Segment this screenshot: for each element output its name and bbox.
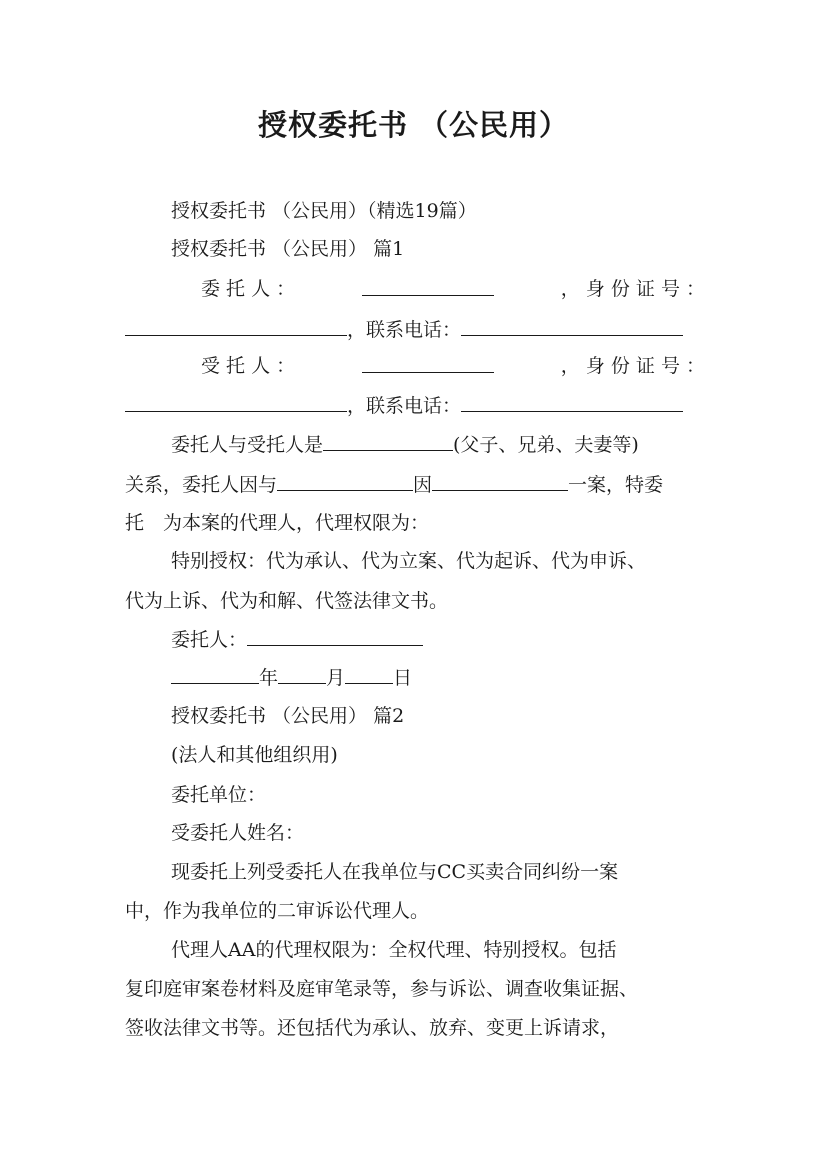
date-line bbox=[171, 664, 705, 691]
case-party-blank bbox=[277, 471, 413, 491]
agent-phone-blank bbox=[461, 392, 683, 412]
client-label: 委 托 人 ： bbox=[201, 278, 296, 300]
paragraph-2-line-2: 复印庭审案卷材料及庭审笔录等，参与诉讼、调查收集证据、 bbox=[125, 978, 639, 1000]
scope-line: 托 为本案的代理人，代理权限为： bbox=[125, 512, 430, 534]
document-title: 授权委托书 （公民用） bbox=[257, 108, 570, 142]
document-subtitle: 授权委托书 （公民用）（精选19篇） bbox=[171, 200, 477, 222]
client-phone-label: ，联系电话： bbox=[347, 319, 462, 341]
relation-examples: (父子、兄弟、夫妻等) bbox=[453, 434, 639, 456]
client-id-label: ， 身 份 证 号 ： bbox=[560, 278, 705, 300]
month-label: 月 bbox=[326, 667, 346, 689]
special-auth-line-2: 代为上诉、代为和解、代签法律文书。 bbox=[125, 590, 449, 612]
agent-name-blank bbox=[362, 353, 494, 373]
case-cause-blank bbox=[432, 471, 568, 491]
client-line bbox=[171, 276, 705, 302]
paragraph-2-line-3: 签收法律文书等。还包括代为承认、放弃、变更上诉请求， bbox=[125, 1017, 620, 1039]
year-blank bbox=[171, 664, 259, 684]
agent-contact-line bbox=[125, 392, 705, 419]
year-label: 年 bbox=[259, 667, 279, 689]
agent-phone-label: ，联系电话： bbox=[347, 395, 462, 417]
case-entrust-text: 一案，特委 bbox=[568, 474, 664, 496]
special-auth-line-1: 特别授权：代为承认、代为立案、代为起诉、代为申诉、 bbox=[171, 550, 647, 572]
unit-label: 委托单位： bbox=[171, 784, 267, 806]
section-heading-2: 授权委托书 （公民用） 篇2 bbox=[171, 705, 405, 727]
day-blank bbox=[345, 664, 393, 684]
agent-line bbox=[171, 353, 705, 379]
client-id-blank bbox=[125, 316, 347, 336]
section-heading-1: 授权委托书 （公民用） 篇1 bbox=[171, 238, 405, 260]
agent-id-label: ， 身 份 证 号 ： bbox=[560, 355, 705, 377]
signature-label: 委托人： bbox=[171, 629, 248, 651]
paragraph-2-line-1: 代理人AA的代理权限为：全权代理、特别授权。包括 bbox=[171, 939, 617, 961]
signature-line bbox=[171, 626, 705, 653]
case-cause-text: 因 bbox=[413, 474, 433, 496]
case-line bbox=[125, 471, 705, 498]
client-name-blank bbox=[362, 276, 494, 296]
relation-line bbox=[171, 431, 705, 458]
relation-blank bbox=[323, 431, 453, 451]
agent-label: 受 托 人 ： bbox=[201, 355, 296, 377]
client-contact-line bbox=[125, 316, 705, 343]
day-label: 日 bbox=[393, 667, 413, 689]
case-text: 关系，委托人因与 bbox=[125, 474, 278, 496]
month-blank bbox=[278, 664, 326, 684]
agent-id-blank bbox=[125, 392, 347, 412]
agent-name-label: 受委托人姓名： bbox=[171, 822, 305, 844]
relation-text: 委托人与受托人是 bbox=[171, 434, 324, 456]
signature-blank bbox=[247, 626, 423, 646]
paragraph-1-line-2: 中，作为我单位的二审诉讼代理人。 bbox=[125, 900, 430, 922]
client-phone-blank bbox=[461, 316, 683, 336]
section-subheading-2: (法人和其他组织用) bbox=[171, 744, 338, 766]
paragraph-1-line-1: 现委托上列受委托人在我单位与CC买卖合同纠纷一案 bbox=[171, 861, 619, 883]
